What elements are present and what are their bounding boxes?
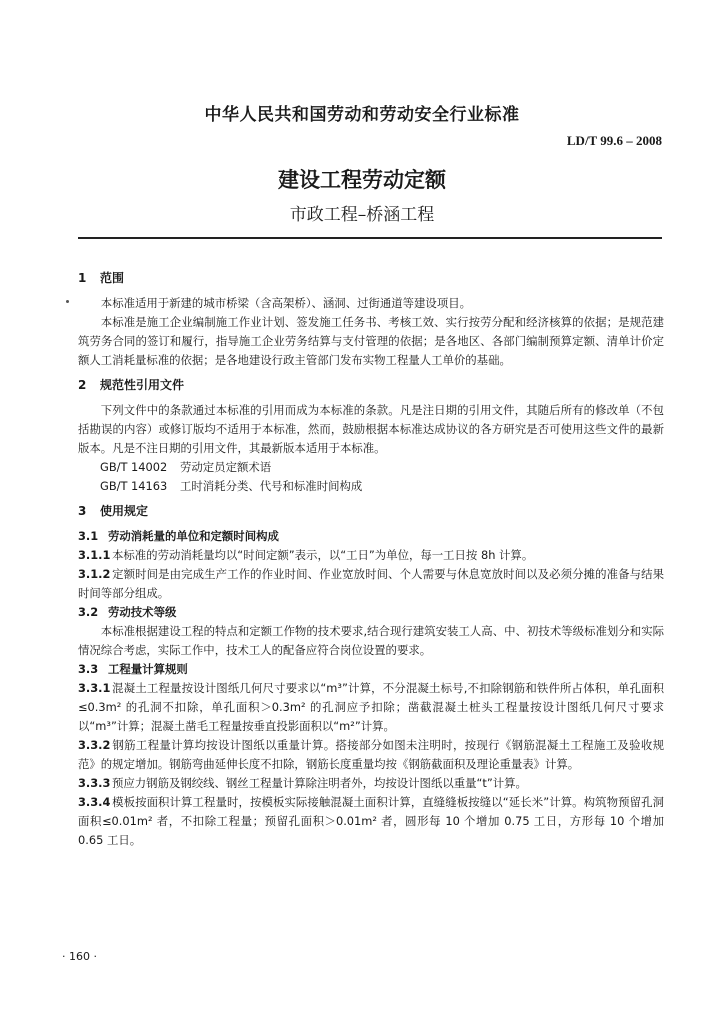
section-1-heading xyxy=(78,269,664,288)
document-subtitle: 市政工程–桥涵工程 xyxy=(289,205,435,225)
section-number: 1 xyxy=(78,271,87,285)
clause: 3.1.1 本标准的劳动消耗量均以“时间定额”表示，以“工日”为单位，每一工日按 8h 计算。 xyxy=(78,548,534,562)
page-number: · 160 · xyxy=(62,950,97,963)
section-number: 3 xyxy=(78,504,87,518)
reference-item xyxy=(100,477,664,496)
paragraph: 本标准适用于新建的城市桥梁（含高架桥）、涵洞、过街通道等建设项目。 xyxy=(100,296,471,310)
section-3-heading xyxy=(78,502,664,521)
header-rule xyxy=(78,237,662,239)
subsection-heading: 3.2 劳动技术等级 xyxy=(78,605,177,619)
reference-item xyxy=(100,458,664,477)
section-title: 使用规定 xyxy=(100,504,149,518)
paragraph: 本标准根据建设工程的特点和定额工作物的技术要求,结合现行建筑安装工人高、中、初技术等级标准划分和实际情况综合考虑，实际工作中，技术工人的配备应符合岗位设置的要求。 xyxy=(78,624,664,657)
clause: 3.3.2 钢筋工程量计算均按设计图纸以重量计算。搭接部分如图未注明时，按现行《钢筋混凝土工程施工及验收规范》的规定增加。钢筋弯曲延伸长度不扣除，钢筋长度重量均按《钢筋截面积及理论重量表》计算。 xyxy=(78,738,664,771)
reference-code: GB/T 14163 xyxy=(100,479,168,493)
section-2-heading xyxy=(78,376,664,395)
paragraph: 本标准是施工企业编制施工作业计划、签发施工任务书、考核工效、实行按劳分配和经济核算的依据；是规范建筑劳务合同的签订和履行，指导施工企业劳务结算与支付管理的依据；是各地区、各部门编制预算定额、清单计价定额人工消耗量标准的依据；是各地建设行政主管部门发布实物工程量人工单价的基础。 xyxy=(78,315,664,367)
clause: 3.1.2 定额时间是由完成生产工作的作业时间、作业宽放时间、个人需要与休息宽放时间以及必须分摊的准备与结果时间等部分组成。 xyxy=(78,567,664,600)
clause: 3.3.1 混凝土工程量按设计图纸几何尺寸要求以“m³”计算，不分混凝土标号,不扣除钢筋和铁件所占体积，单孔面积≤0.3m² 的孔洞不扣除，单孔面积＞0.3m² 的孔洞应予扣除；凿截混凝土桩头工程量按设计图纸几何尺寸要求以“m³”计算；混凝土凿毛工程量按垂直投影面积以“m²”计算。 xyxy=(78,681,664,733)
subsection-heading: 3.3 工程量计算规则 xyxy=(78,662,188,676)
clause: 3.3.3 预应力钢筋及钢绞线、钢丝工程量计算除注明者外，均按设计图纸以重量“t”计算。 xyxy=(78,776,527,790)
document-body xyxy=(78,269,664,850)
subsection-heading: 3.1 劳动消耗量的单位和定额时间构成 xyxy=(78,529,279,543)
margin-mark xyxy=(66,300,69,303)
reference-name: 工时消耗分类、代号和标准时间构成 xyxy=(180,479,363,493)
reference-name: 劳动定员定额术语 xyxy=(180,460,272,474)
section-title: 规范性引用文件 xyxy=(100,378,185,392)
clause: 3.3.4 模板按面积计算工程量时，按模板实际接触混凝土面积计算，直缝缝板按缝以“延长米”计算。构筑物预留孔洞面积≤0.01m² 者，不扣除工程量；预留孔面积＞0.01m² 者，圆形每 10 个增加 0.75 工日，方形每 10 个增加 0.65 工日。 xyxy=(78,795,664,847)
standard-number: LD/T 99.6 – 2008 xyxy=(566,133,662,148)
document-title: 建设工程劳动定额 xyxy=(278,168,446,192)
reference-code: GB/T 14002 xyxy=(100,460,168,474)
section-number: 2 xyxy=(78,378,87,392)
paragraph: 下列文件中的条款通过本标准的引用而成为本标准的条款。凡是注日期的引用文件，其随后所有的修改单（不包括勘误的内容）或修订版均不适用于本标准，然而，鼓励根据本标准达成协议的各方研究是否可使用这些文件的最新版本。凡是不注日期的引用文件，其最新版本适用于本标准。 xyxy=(78,403,664,455)
issuing-organization: 中华人民共和国劳动和劳动安全行业标准 xyxy=(204,105,520,125)
section-title: 范围 xyxy=(100,271,125,285)
